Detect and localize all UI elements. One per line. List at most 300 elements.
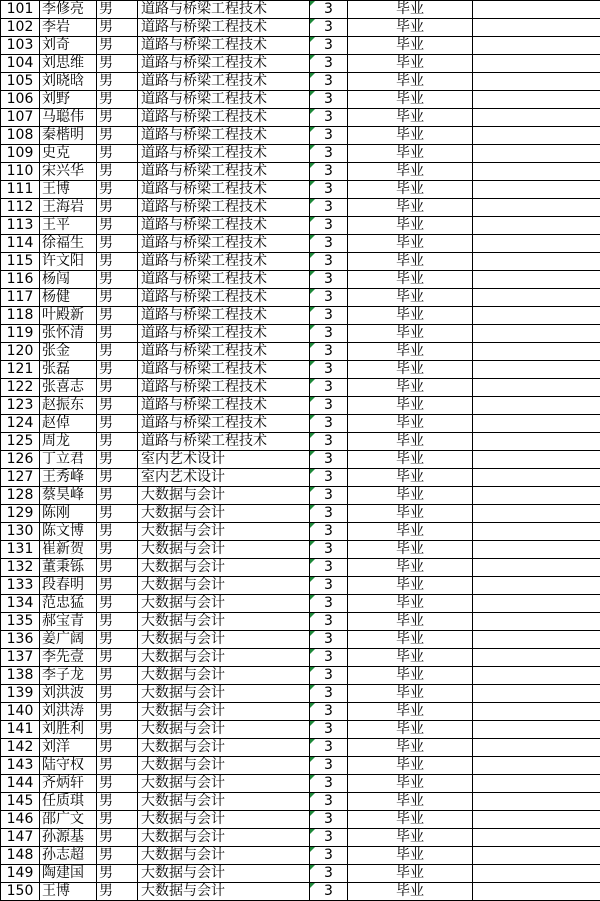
major-cell[interactable]: 大数据与会计 bbox=[138, 757, 310, 775]
empty-cell[interactable] bbox=[473, 649, 600, 667]
name-cell[interactable]: 陆守权 bbox=[40, 757, 97, 775]
major-cell[interactable]: 大数据与会计 bbox=[138, 613, 310, 631]
table-row[interactable] bbox=[1, 793, 600, 811]
name-cell[interactable]: 姜广阔 bbox=[40, 631, 97, 649]
empty-cell[interactable] bbox=[473, 667, 600, 685]
status-cell[interactable]: 毕业 bbox=[348, 775, 473, 793]
gender-cell[interactable]: 男 bbox=[97, 703, 138, 721]
empty-cell[interactable] bbox=[473, 415, 600, 433]
gender-cell[interactable]: 男 bbox=[97, 793, 138, 811]
status-cell[interactable]: 毕业 bbox=[348, 523, 473, 541]
row-number-cell[interactable]: 150 bbox=[1, 883, 40, 901]
empty-cell[interactable] bbox=[473, 325, 600, 343]
row-number-cell[interactable]: 112 bbox=[1, 199, 40, 217]
duration-cell[interactable] bbox=[310, 325, 348, 343]
duration-cell[interactable] bbox=[310, 685, 348, 703]
table-row[interactable] bbox=[1, 559, 600, 577]
table-row[interactable] bbox=[1, 451, 600, 469]
status-cell[interactable]: 毕业 bbox=[348, 595, 473, 613]
duration-cell[interactable] bbox=[310, 451, 348, 469]
row-number-cell[interactable]: 127 bbox=[1, 469, 40, 487]
row-number-cell[interactable]: 111 bbox=[1, 181, 40, 199]
name-cell[interactable]: 董秉铄 bbox=[40, 559, 97, 577]
duration-cell[interactable] bbox=[310, 829, 348, 847]
table-row[interactable] bbox=[1, 757, 600, 775]
duration-cell[interactable] bbox=[310, 487, 348, 505]
duration-cell[interactable] bbox=[310, 505, 348, 523]
row-number-cell[interactable]: 122 bbox=[1, 379, 40, 397]
duration-cell[interactable] bbox=[310, 379, 348, 397]
name-cell[interactable]: 刘野 bbox=[40, 91, 97, 109]
empty-cell[interactable] bbox=[473, 469, 600, 487]
status-cell[interactable]: 毕业 bbox=[348, 451, 473, 469]
gender-cell[interactable]: 男 bbox=[97, 541, 138, 559]
major-cell[interactable]: 室内艺术设计 bbox=[138, 451, 310, 469]
name-cell[interactable]: 张金 bbox=[40, 343, 97, 361]
name-cell[interactable]: 范忠猛 bbox=[40, 595, 97, 613]
name-cell[interactable]: 秦楷明 bbox=[40, 127, 97, 145]
name-cell[interactable]: 刘思维 bbox=[40, 55, 97, 73]
status-cell[interactable]: 毕业 bbox=[348, 397, 473, 415]
table-row[interactable] bbox=[1, 19, 600, 37]
row-number-cell[interactable]: 148 bbox=[1, 847, 40, 865]
status-cell[interactable]: 毕业 bbox=[348, 253, 473, 271]
name-cell[interactable]: 丁立君 bbox=[40, 451, 97, 469]
major-cell[interactable]: 大数据与会计 bbox=[138, 577, 310, 595]
gender-cell[interactable]: 男 bbox=[97, 523, 138, 541]
major-cell[interactable]: 道路与桥梁工程技术 bbox=[138, 55, 310, 73]
name-cell[interactable]: 杨闯 bbox=[40, 271, 97, 289]
major-cell[interactable]: 大数据与会计 bbox=[138, 703, 310, 721]
major-cell[interactable]: 道路与桥梁工程技术 bbox=[138, 253, 310, 271]
empty-cell[interactable] bbox=[473, 199, 600, 217]
major-cell[interactable]: 道路与桥梁工程技术 bbox=[138, 163, 310, 181]
major-cell[interactable]: 大数据与会计 bbox=[138, 505, 310, 523]
row-number-cell[interactable]: 114 bbox=[1, 235, 40, 253]
row-number-cell[interactable]: 125 bbox=[1, 433, 40, 451]
status-cell[interactable]: 毕业 bbox=[348, 811, 473, 829]
gender-cell[interactable]: 男 bbox=[97, 775, 138, 793]
major-cell[interactable]: 大数据与会计 bbox=[138, 487, 310, 505]
row-number-cell[interactable]: 142 bbox=[1, 739, 40, 757]
gender-cell[interactable]: 男 bbox=[97, 649, 138, 667]
table-row[interactable] bbox=[1, 541, 600, 559]
name-cell[interactable]: 王平 bbox=[40, 217, 97, 235]
table-row[interactable] bbox=[1, 37, 600, 55]
name-cell[interactable]: 刘洋 bbox=[40, 739, 97, 757]
name-cell[interactable]: 王博 bbox=[40, 883, 97, 901]
row-number-cell[interactable]: 146 bbox=[1, 811, 40, 829]
name-cell[interactable]: 叶殿新 bbox=[40, 307, 97, 325]
name-cell[interactable]: 蔡昊峰 bbox=[40, 487, 97, 505]
table-row[interactable] bbox=[1, 433, 600, 451]
empty-cell[interactable] bbox=[473, 91, 600, 109]
gender-cell[interactable]: 男 bbox=[97, 667, 138, 685]
gender-cell[interactable]: 男 bbox=[97, 379, 138, 397]
major-cell[interactable]: 道路与桥梁工程技术 bbox=[138, 271, 310, 289]
duration-cell[interactable] bbox=[310, 865, 348, 883]
status-cell[interactable]: 毕业 bbox=[348, 829, 473, 847]
gender-cell[interactable]: 男 bbox=[97, 235, 138, 253]
table-row[interactable] bbox=[1, 775, 600, 793]
empty-cell[interactable] bbox=[473, 829, 600, 847]
name-cell[interactable]: 任质琪 bbox=[40, 793, 97, 811]
major-cell[interactable]: 大数据与会计 bbox=[138, 775, 310, 793]
duration-cell[interactable] bbox=[310, 289, 348, 307]
status-cell[interactable]: 毕业 bbox=[348, 235, 473, 253]
row-number-cell[interactable]: 130 bbox=[1, 523, 40, 541]
duration-cell[interactable] bbox=[310, 613, 348, 631]
name-cell[interactable]: 刘奇 bbox=[40, 37, 97, 55]
table-row[interactable] bbox=[1, 325, 600, 343]
table-row[interactable] bbox=[1, 181, 600, 199]
table-row[interactable] bbox=[1, 487, 600, 505]
row-number-cell[interactable]: 147 bbox=[1, 829, 40, 847]
status-cell[interactable]: 毕业 bbox=[348, 199, 473, 217]
major-cell[interactable]: 大数据与会计 bbox=[138, 685, 310, 703]
major-cell[interactable]: 道路与桥梁工程技术 bbox=[138, 19, 310, 37]
empty-cell[interactable] bbox=[473, 505, 600, 523]
duration-cell[interactable] bbox=[310, 1, 348, 19]
table-row[interactable] bbox=[1, 811, 600, 829]
name-cell[interactable]: 史克 bbox=[40, 145, 97, 163]
status-cell[interactable]: 毕业 bbox=[348, 505, 473, 523]
status-cell[interactable]: 毕业 bbox=[348, 325, 473, 343]
major-cell[interactable]: 道路与桥梁工程技术 bbox=[138, 1, 310, 19]
status-cell[interactable]: 毕业 bbox=[348, 307, 473, 325]
status-cell[interactable]: 毕业 bbox=[348, 613, 473, 631]
duration-cell[interactable] bbox=[310, 73, 348, 91]
table-row[interactable] bbox=[1, 361, 600, 379]
table-row[interactable] bbox=[1, 865, 600, 883]
major-cell[interactable]: 道路与桥梁工程技术 bbox=[138, 307, 310, 325]
gender-cell[interactable]: 男 bbox=[97, 451, 138, 469]
duration-cell[interactable] bbox=[310, 775, 348, 793]
name-cell[interactable]: 张喜志 bbox=[40, 379, 97, 397]
major-cell[interactable]: 道路与桥梁工程技术 bbox=[138, 91, 310, 109]
row-number-cell[interactable]: 126 bbox=[1, 451, 40, 469]
name-cell[interactable]: 赵振东 bbox=[40, 397, 97, 415]
table-row[interactable] bbox=[1, 847, 600, 865]
gender-cell[interactable]: 男 bbox=[97, 325, 138, 343]
gender-cell[interactable]: 男 bbox=[97, 559, 138, 577]
empty-cell[interactable] bbox=[473, 55, 600, 73]
duration-cell[interactable] bbox=[310, 739, 348, 757]
major-cell[interactable]: 大数据与会计 bbox=[138, 631, 310, 649]
empty-cell[interactable] bbox=[473, 811, 600, 829]
row-number-cell[interactable]: 145 bbox=[1, 793, 40, 811]
empty-cell[interactable] bbox=[473, 541, 600, 559]
empty-cell[interactable] bbox=[473, 685, 600, 703]
major-cell[interactable]: 道路与桥梁工程技术 bbox=[138, 361, 310, 379]
gender-cell[interactable]: 男 bbox=[97, 289, 138, 307]
gender-cell[interactable]: 男 bbox=[97, 595, 138, 613]
gender-cell[interactable]: 男 bbox=[97, 271, 138, 289]
empty-cell[interactable] bbox=[473, 289, 600, 307]
duration-cell[interactable] bbox=[310, 559, 348, 577]
duration-cell[interactable] bbox=[310, 19, 348, 37]
row-number-cell[interactable]: 149 bbox=[1, 865, 40, 883]
empty-cell[interactable] bbox=[473, 523, 600, 541]
major-cell[interactable]: 大数据与会计 bbox=[138, 793, 310, 811]
major-cell[interactable]: 大数据与会计 bbox=[138, 811, 310, 829]
table-row[interactable] bbox=[1, 343, 600, 361]
row-number-cell[interactable]: 116 bbox=[1, 271, 40, 289]
table-row[interactable] bbox=[1, 883, 600, 901]
major-cell[interactable]: 大数据与会计 bbox=[138, 595, 310, 613]
name-cell[interactable]: 刘洪波 bbox=[40, 685, 97, 703]
duration-cell[interactable] bbox=[310, 91, 348, 109]
empty-cell[interactable] bbox=[473, 127, 600, 145]
duration-cell[interactable] bbox=[310, 757, 348, 775]
table-row[interactable] bbox=[1, 415, 600, 433]
table-row[interactable] bbox=[1, 289, 600, 307]
name-cell[interactable]: 许文阳 bbox=[40, 253, 97, 271]
name-cell[interactable]: 郝宝青 bbox=[40, 613, 97, 631]
duration-cell[interactable] bbox=[310, 181, 348, 199]
gender-cell[interactable]: 男 bbox=[97, 307, 138, 325]
status-cell[interactable]: 毕业 bbox=[348, 37, 473, 55]
status-cell[interactable]: 毕业 bbox=[348, 127, 473, 145]
duration-cell[interactable] bbox=[310, 469, 348, 487]
duration-cell[interactable] bbox=[310, 631, 348, 649]
status-cell[interactable]: 毕业 bbox=[348, 631, 473, 649]
gender-cell[interactable]: 男 bbox=[97, 109, 138, 127]
empty-cell[interactable] bbox=[473, 217, 600, 235]
empty-cell[interactable] bbox=[473, 775, 600, 793]
duration-cell[interactable] bbox=[310, 343, 348, 361]
gender-cell[interactable]: 男 bbox=[97, 829, 138, 847]
major-cell[interactable]: 道路与桥梁工程技术 bbox=[138, 415, 310, 433]
row-number-cell[interactable]: 115 bbox=[1, 253, 40, 271]
table-row[interactable] bbox=[1, 739, 600, 757]
duration-cell[interactable] bbox=[310, 397, 348, 415]
empty-cell[interactable] bbox=[473, 487, 600, 505]
status-cell[interactable]: 毕业 bbox=[348, 271, 473, 289]
major-cell[interactable]: 道路与桥梁工程技术 bbox=[138, 217, 310, 235]
empty-cell[interactable] bbox=[473, 847, 600, 865]
status-cell[interactable]: 毕业 bbox=[348, 541, 473, 559]
empty-cell[interactable] bbox=[473, 181, 600, 199]
empty-cell[interactable] bbox=[473, 451, 600, 469]
gender-cell[interactable]: 男 bbox=[97, 685, 138, 703]
duration-cell[interactable] bbox=[310, 361, 348, 379]
major-cell[interactable]: 大数据与会计 bbox=[138, 721, 310, 739]
table-row[interactable] bbox=[1, 613, 600, 631]
gender-cell[interactable]: 男 bbox=[97, 847, 138, 865]
empty-cell[interactable] bbox=[473, 37, 600, 55]
duration-cell[interactable] bbox=[310, 883, 348, 901]
status-cell[interactable]: 毕业 bbox=[348, 883, 473, 901]
major-cell[interactable]: 道路与桥梁工程技术 bbox=[138, 145, 310, 163]
table-row[interactable] bbox=[1, 631, 600, 649]
duration-cell[interactable] bbox=[310, 595, 348, 613]
duration-cell[interactable] bbox=[310, 37, 348, 55]
table-row[interactable] bbox=[1, 667, 600, 685]
row-number-cell[interactable]: 132 bbox=[1, 559, 40, 577]
major-cell[interactable]: 道路与桥梁工程技术 bbox=[138, 181, 310, 199]
gender-cell[interactable]: 男 bbox=[97, 91, 138, 109]
table-row[interactable] bbox=[1, 829, 600, 847]
empty-cell[interactable] bbox=[473, 307, 600, 325]
table-row[interactable] bbox=[1, 469, 600, 487]
row-number-cell[interactable]: 104 bbox=[1, 55, 40, 73]
major-cell[interactable]: 道路与桥梁工程技术 bbox=[138, 199, 310, 217]
status-cell[interactable]: 毕业 bbox=[348, 109, 473, 127]
row-number-cell[interactable]: 123 bbox=[1, 397, 40, 415]
major-cell[interactable]: 大数据与会计 bbox=[138, 739, 310, 757]
name-cell[interactable]: 赵倬 bbox=[40, 415, 97, 433]
major-cell[interactable]: 大数据与会计 bbox=[138, 847, 310, 865]
status-cell[interactable]: 毕业 bbox=[348, 721, 473, 739]
table-row[interactable] bbox=[1, 91, 600, 109]
name-cell[interactable]: 徐福生 bbox=[40, 235, 97, 253]
duration-cell[interactable] bbox=[310, 271, 348, 289]
gender-cell[interactable]: 男 bbox=[97, 253, 138, 271]
name-cell[interactable]: 陈刚 bbox=[40, 505, 97, 523]
name-cell[interactable]: 杨健 bbox=[40, 289, 97, 307]
gender-cell[interactable]: 男 bbox=[97, 1, 138, 19]
name-cell[interactable]: 李修亮 bbox=[40, 1, 97, 19]
gender-cell[interactable]: 男 bbox=[97, 487, 138, 505]
empty-cell[interactable] bbox=[473, 703, 600, 721]
duration-cell[interactable] bbox=[310, 667, 348, 685]
gender-cell[interactable]: 男 bbox=[97, 343, 138, 361]
major-cell[interactable]: 道路与桥梁工程技术 bbox=[138, 73, 310, 91]
empty-cell[interactable] bbox=[473, 865, 600, 883]
duration-cell[interactable] bbox=[310, 541, 348, 559]
major-cell[interactable]: 道路与桥梁工程技术 bbox=[138, 325, 310, 343]
major-cell[interactable]: 大数据与会计 bbox=[138, 883, 310, 901]
table-row[interactable] bbox=[1, 253, 600, 271]
gender-cell[interactable]: 男 bbox=[97, 631, 138, 649]
status-cell[interactable]: 毕业 bbox=[348, 415, 473, 433]
gender-cell[interactable]: 男 bbox=[97, 883, 138, 901]
name-cell[interactable]: 刘胜利 bbox=[40, 721, 97, 739]
name-cell[interactable]: 刘洪涛 bbox=[40, 703, 97, 721]
row-number-cell[interactable]: 120 bbox=[1, 343, 40, 361]
empty-cell[interactable] bbox=[473, 631, 600, 649]
duration-cell[interactable] bbox=[310, 109, 348, 127]
row-number-cell[interactable]: 140 bbox=[1, 703, 40, 721]
gender-cell[interactable]: 男 bbox=[97, 757, 138, 775]
row-number-cell[interactable]: 121 bbox=[1, 361, 40, 379]
gender-cell[interactable]: 男 bbox=[97, 163, 138, 181]
empty-cell[interactable] bbox=[473, 595, 600, 613]
row-number-cell[interactable]: 143 bbox=[1, 757, 40, 775]
duration-cell[interactable] bbox=[310, 703, 348, 721]
row-number-cell[interactable]: 113 bbox=[1, 217, 40, 235]
status-cell[interactable]: 毕业 bbox=[348, 847, 473, 865]
gender-cell[interactable]: 男 bbox=[97, 37, 138, 55]
table-row[interactable] bbox=[1, 649, 600, 667]
row-number-cell[interactable]: 103 bbox=[1, 37, 40, 55]
gender-cell[interactable]: 男 bbox=[97, 739, 138, 757]
major-cell[interactable]: 大数据与会计 bbox=[138, 523, 310, 541]
major-cell[interactable]: 室内艺术设计 bbox=[138, 469, 310, 487]
duration-cell[interactable] bbox=[310, 523, 348, 541]
status-cell[interactable]: 毕业 bbox=[348, 361, 473, 379]
row-number-cell[interactable]: 102 bbox=[1, 19, 40, 37]
gender-cell[interactable]: 男 bbox=[97, 811, 138, 829]
row-number-cell[interactable]: 110 bbox=[1, 163, 40, 181]
gender-cell[interactable]: 男 bbox=[97, 577, 138, 595]
duration-cell[interactable] bbox=[310, 145, 348, 163]
name-cell[interactable]: 周龙 bbox=[40, 433, 97, 451]
duration-cell[interactable] bbox=[310, 163, 348, 181]
table-row[interactable] bbox=[1, 523, 600, 541]
name-cell[interactable]: 马聪伟 bbox=[40, 109, 97, 127]
name-cell[interactable]: 王博 bbox=[40, 181, 97, 199]
empty-cell[interactable] bbox=[473, 397, 600, 415]
row-number-cell[interactable]: 106 bbox=[1, 91, 40, 109]
duration-cell[interactable] bbox=[310, 217, 348, 235]
duration-cell[interactable] bbox=[310, 811, 348, 829]
table-row[interactable] bbox=[1, 145, 600, 163]
name-cell[interactable]: 孙源基 bbox=[40, 829, 97, 847]
table-row[interactable] bbox=[1, 127, 600, 145]
table-row[interactable] bbox=[1, 235, 600, 253]
status-cell[interactable]: 毕业 bbox=[348, 469, 473, 487]
name-cell[interactable]: 王海岩 bbox=[40, 199, 97, 217]
major-cell[interactable]: 道路与桥梁工程技术 bbox=[138, 235, 310, 253]
duration-cell[interactable] bbox=[310, 415, 348, 433]
status-cell[interactable]: 毕业 bbox=[348, 865, 473, 883]
gender-cell[interactable]: 男 bbox=[97, 127, 138, 145]
empty-cell[interactable] bbox=[473, 253, 600, 271]
status-cell[interactable]: 毕业 bbox=[348, 91, 473, 109]
empty-cell[interactable] bbox=[473, 757, 600, 775]
major-cell[interactable]: 道路与桥梁工程技术 bbox=[138, 37, 310, 55]
duration-cell[interactable] bbox=[310, 649, 348, 667]
status-cell[interactable]: 毕业 bbox=[348, 487, 473, 505]
table-row[interactable] bbox=[1, 379, 600, 397]
empty-cell[interactable] bbox=[473, 433, 600, 451]
empty-cell[interactable] bbox=[473, 793, 600, 811]
table-row[interactable] bbox=[1, 109, 600, 127]
duration-cell[interactable] bbox=[310, 433, 348, 451]
duration-cell[interactable] bbox=[310, 793, 348, 811]
empty-cell[interactable] bbox=[473, 577, 600, 595]
row-number-cell[interactable]: 144 bbox=[1, 775, 40, 793]
empty-cell[interactable] bbox=[473, 1, 600, 19]
row-number-cell[interactable]: 141 bbox=[1, 721, 40, 739]
empty-cell[interactable] bbox=[473, 361, 600, 379]
row-number-cell[interactable]: 101 bbox=[1, 1, 40, 19]
major-cell[interactable]: 大数据与会计 bbox=[138, 649, 310, 667]
empty-cell[interactable] bbox=[473, 379, 600, 397]
name-cell[interactable]: 段春明 bbox=[40, 577, 97, 595]
empty-cell[interactable] bbox=[473, 145, 600, 163]
status-cell[interactable]: 毕业 bbox=[348, 19, 473, 37]
gender-cell[interactable]: 男 bbox=[97, 73, 138, 91]
duration-cell[interactable] bbox=[310, 127, 348, 145]
status-cell[interactable]: 毕业 bbox=[348, 1, 473, 19]
name-cell[interactable]: 张磊 bbox=[40, 361, 97, 379]
row-number-cell[interactable]: 118 bbox=[1, 307, 40, 325]
table-row[interactable] bbox=[1, 685, 600, 703]
empty-cell[interactable] bbox=[473, 109, 600, 127]
major-cell[interactable]: 道路与桥梁工程技术 bbox=[138, 127, 310, 145]
duration-cell[interactable] bbox=[310, 577, 348, 595]
row-number-cell[interactable]: 119 bbox=[1, 325, 40, 343]
duration-cell[interactable] bbox=[310, 55, 348, 73]
row-number-cell[interactable]: 137 bbox=[1, 649, 40, 667]
status-cell[interactable]: 毕业 bbox=[348, 55, 473, 73]
empty-cell[interactable] bbox=[473, 721, 600, 739]
empty-cell[interactable] bbox=[473, 739, 600, 757]
empty-cell[interactable] bbox=[473, 163, 600, 181]
